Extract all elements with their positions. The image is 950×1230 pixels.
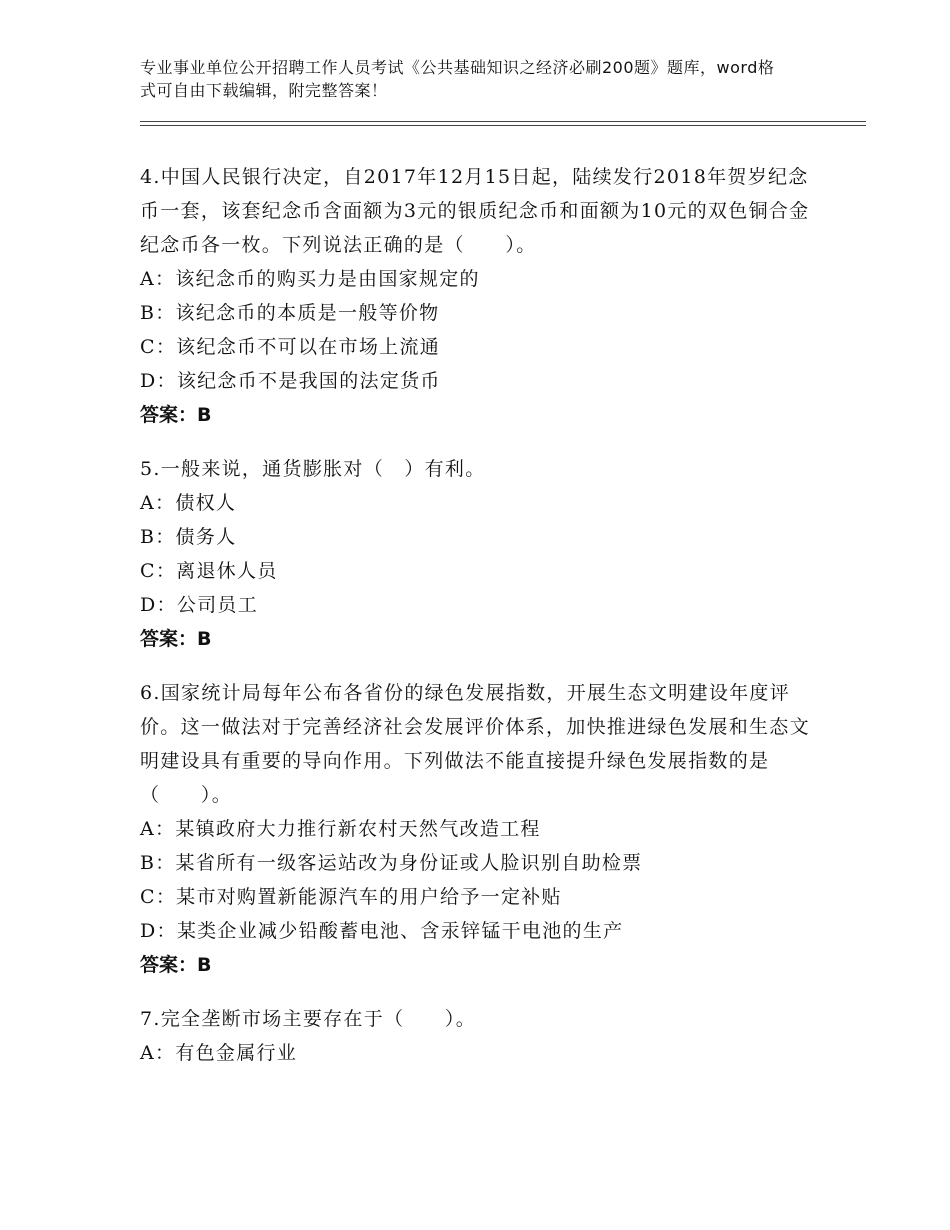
question-6 (140, 676, 820, 982)
option-c: C：某市对购置新能源汽车的用户给予一定补贴 (140, 886, 562, 908)
answer: 答案：B (140, 628, 212, 650)
question-stem: 4.中国人民银行决定，自2017年12月15日起，陆续发行2018年贺岁纪念币一套，该套纪念币含面额为3元的银质纪念币和面额为10元的双色铜合金纪念币各一枚。下列说法正确的是（ ）。 (140, 166, 810, 256)
question-5 (140, 452, 820, 656)
question-7 (140, 1002, 820, 1070)
question-4 (140, 160, 820, 432)
header-rule-top (140, 121, 866, 122)
document-header: 专业事业单位公开招聘工作人员考试《公共基础知识之经济必刷200题》题库，word格式可自由下载编辑，附完整答案！ (140, 58, 775, 100)
option-d: D：公司员工 (140, 594, 259, 616)
header-rule-bottom (140, 125, 866, 126)
option-a: A：该纪念币的购买力是由国家规定的 (140, 268, 480, 290)
option-c: C：该纪念币不可以在市场上流通 (140, 336, 441, 358)
question-stem: 6.国家统计局每年公布各省份的绿色发展指数，开展生态文明建设年度评价。这一做法对于完善经济社会发展评价体系，加快推进绿色发展和生态文明建设具有重要的导向作用。下列做法不能直接提升绿色发展指数的是（ ）。 (140, 682, 810, 806)
question-stem: 5.一般来说，通货膨胀对（ ）有利。 (140, 458, 486, 480)
option-c: C：离退休人员 (140, 560, 278, 582)
option-a: A：某镇政府大力推行新农村天然气改造工程 (140, 818, 541, 840)
option-b: B：债务人 (140, 526, 237, 548)
option-a: A：有色金属行业 (140, 1042, 298, 1064)
option-d: D：某类企业减少铅酸蓄电池、含汞锌锰干电池的生产 (140, 920, 624, 942)
option-d: D：该纪念币不是我国的法定货币 (140, 370, 441, 392)
answer: 答案：B (140, 404, 212, 426)
answer: 答案：B (140, 954, 212, 976)
question-stem: 7.完全垄断市场主要存在于（ ）。 (140, 1008, 477, 1030)
question-list (140, 160, 820, 1090)
option-a: A：债权人 (140, 492, 237, 514)
option-b: B：该纪念币的本质是一般等价物 (140, 302, 440, 324)
option-b: B：某省所有一级客运站改为身份证或人脸识别自助检票 (140, 852, 643, 874)
